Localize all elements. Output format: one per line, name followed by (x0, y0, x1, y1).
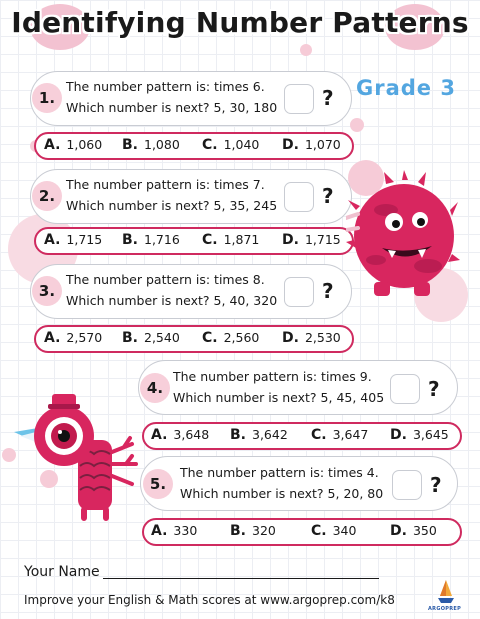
page-title: Identifying Number Patterns (11, 6, 469, 39)
option-a[interactable]: A. 1,715 (44, 232, 103, 248)
question-number: 4. (140, 373, 170, 403)
option-d[interactable]: D. 1,070 (282, 137, 341, 153)
question-text: Which number is next? 5, 35, 245 (66, 198, 278, 213)
option-b[interactable]: B. 1,080 (122, 137, 180, 153)
promo-text: Improve your English & Math scores at www.argoprep.com/k8 (24, 593, 395, 607)
answer-box[interactable] (390, 374, 420, 404)
decor-bubble (300, 44, 312, 56)
decor-bubble (350, 118, 364, 132)
option-b[interactable]: B. 1,716 (122, 232, 180, 248)
question-mark: ? (428, 377, 440, 401)
option-c[interactable]: C. 1,040 (202, 137, 260, 153)
horned-monster-illustration (14, 392, 140, 522)
question-mark: ? (322, 86, 334, 110)
question-text: The number pattern is: times 4. (180, 465, 379, 480)
argoprep-logo-icon (436, 578, 456, 604)
option-b[interactable]: B. 3,642 (230, 427, 288, 443)
option-d[interactable]: D. 3,645 (390, 427, 449, 443)
question-number: 5. (143, 469, 173, 499)
question-text: The number pattern is: times 9. (173, 369, 372, 384)
option-a[interactable]: A. 3,648 (151, 427, 210, 443)
question-mark: ? (430, 473, 442, 497)
question-number: 2. (32, 181, 62, 211)
answer-box[interactable] (284, 84, 314, 114)
question-mark: ? (322, 279, 334, 303)
question-text: The number pattern is: times 7. (66, 177, 265, 192)
option-d[interactable]: D. 2,530 (282, 330, 341, 346)
option-c[interactable]: C. 1,871 (202, 232, 260, 248)
answer-box[interactable] (284, 182, 314, 212)
name-input-line[interactable] (103, 578, 379, 579)
option-b[interactable]: B. 2,540 (122, 330, 180, 346)
grade-label: Grade 3 (356, 76, 456, 100)
option-a[interactable]: A. 330 (151, 523, 198, 539)
answer-box[interactable] (284, 277, 314, 307)
answer-box[interactable] (392, 470, 422, 500)
option-c[interactable]: C. 3,647 (311, 427, 369, 443)
question-text: Which number is next? 5, 20, 80 (180, 486, 384, 501)
question-text: Which number is next? 5, 40, 320 (66, 293, 278, 308)
option-d[interactable]: D. 350 (390, 523, 437, 539)
question-number: 3. (32, 276, 62, 306)
option-d[interactable]: D. 1,715 (282, 232, 341, 248)
option-c[interactable]: C. 340 (311, 523, 357, 539)
option-b[interactable]: B. 320 (230, 523, 276, 539)
option-a[interactable]: A. 1,060 (44, 137, 103, 153)
question-number: 1. (32, 83, 62, 113)
question-text: The number pattern is: times 6. (66, 79, 265, 94)
question-text: Which number is next? 5, 45, 405 (173, 390, 385, 405)
name-label: Your Name (24, 564, 100, 580)
furry-monster-illustration (346, 170, 460, 300)
question-mark: ? (322, 184, 334, 208)
brand-name: ARGOPREP (428, 606, 462, 612)
option-a[interactable]: A. 2,570 (44, 330, 103, 346)
question-text: The number pattern is: times 8. (66, 272, 265, 287)
option-c[interactable]: C. 2,560 (202, 330, 260, 346)
question-text: Which number is next? 5, 30, 180 (66, 100, 278, 115)
